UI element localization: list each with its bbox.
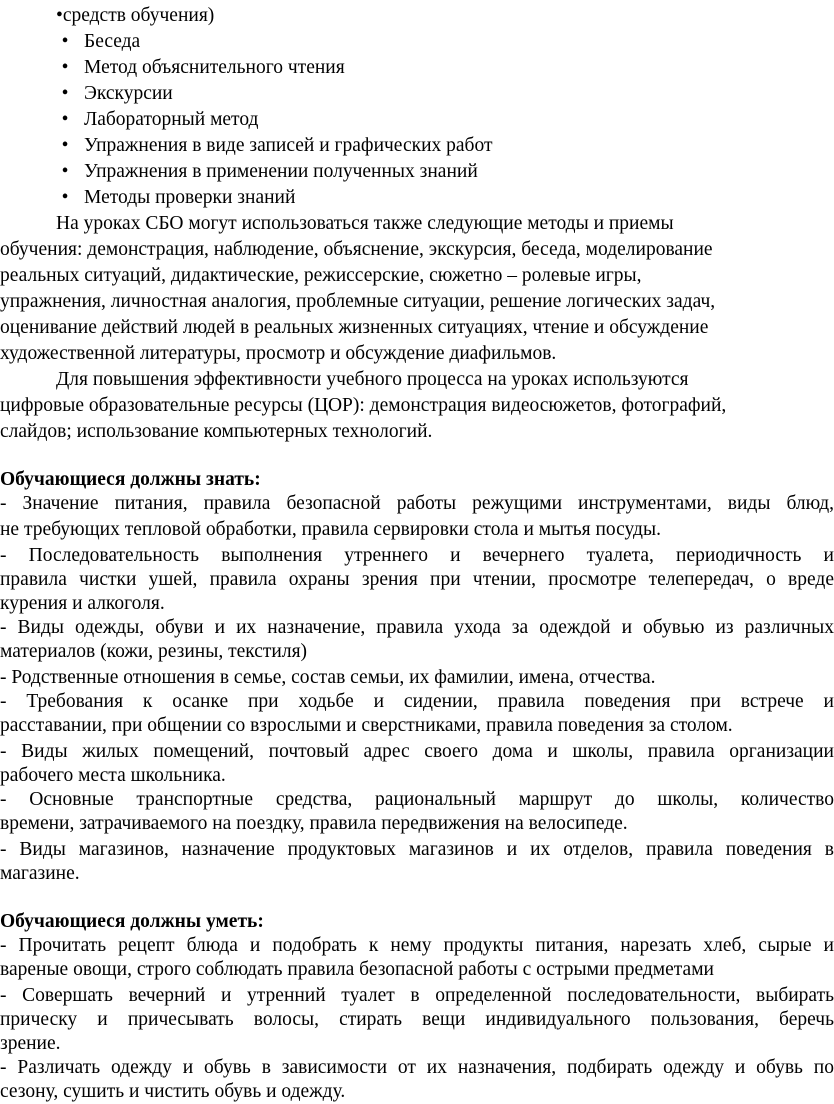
know-line: - Родственные отношения в семье, состав семьи, их фамилии, имена, отчества. bbox=[0, 667, 656, 688]
know-line: расставании, при общении со взрослыми и сверстниками, правила поведения за столом. bbox=[0, 715, 733, 736]
list-item-text: Упражнения в применении полученных знаний bbox=[84, 161, 478, 182]
paragraph-line: обучения: демонстрация, наблюдение, объяснение, экскурсия, беседа, моделирование bbox=[0, 239, 713, 260]
know-line: - Последовательность выполнения утреннего и вечернего туалета, периодичность и bbox=[0, 545, 834, 566]
list-item-text: Методы проверки знаний bbox=[84, 187, 296, 208]
know-line: магазине. bbox=[0, 863, 80, 884]
paragraph-line: цифровые образовательные ресурсы (ЦОР): демонстрация видеосюжетов, фотографий, bbox=[0, 395, 727, 416]
know-line: материалов (кожи, резины, текстиля) bbox=[0, 641, 308, 662]
know-line: курения и алкоголя. bbox=[0, 593, 165, 614]
list-item-text: Экскурсии bbox=[84, 83, 173, 104]
know-line: правила чистки ушей, правила охраны зрения при чтении, просмотре телепередач, о вреде bbox=[0, 569, 834, 590]
know-line: - Виды одежды, обуви и их назначение, правила ухода за одеждой и обувью из различных bbox=[0, 617, 834, 638]
bullet-glyph: • bbox=[61, 57, 69, 78]
bullet-glyph: • bbox=[61, 161, 69, 182]
able-line: - Прочитать рецепт блюда и подобрать к нему продукты питания, нарезать хлеб, сырые и bbox=[0, 935, 834, 956]
able-line: - Совершать вечерний и утренний туалет в определенной последовательности, выбирать bbox=[0, 985, 834, 1006]
top-fragment-line bbox=[56, 4, 214, 28]
bullet-glyph: • bbox=[61, 83, 69, 104]
able-line: прическу и причесывать волосы, стирать вещи индивидуального пользования, беречь bbox=[0, 1009, 834, 1030]
know-line: времени, затрачиваемого на поездку, правила передвижения на велосипеде. bbox=[0, 813, 628, 834]
know-line: - Требования к осанке при ходьбе и сидении, правила поведения при встрече и bbox=[0, 691, 834, 712]
section-heading-able: Обучающиеся должны уметь: bbox=[0, 911, 264, 932]
paragraph-line: Для повышения эффективности учебного процесса на уроках используются bbox=[56, 369, 689, 390]
able-line: сезону, сушить и чистить обувь и одежду. bbox=[0, 1081, 346, 1102]
section-heading-know: Обучающиеся должны знать: bbox=[0, 469, 261, 490]
able-line: зрение. bbox=[0, 1033, 61, 1054]
know-line: - Виды магазинов, назначение продуктовых магазинов и их отделов, правила поведения в bbox=[0, 839, 834, 860]
know-line: - Виды жилых помещений, почтовый адрес своего дома и школы, правила организации bbox=[0, 741, 834, 762]
know-line: рабочего места школьника. bbox=[0, 765, 226, 786]
paragraph-line: реальных ситуаций, дидактические, режиссерские, сюжетно – ролевые игры, bbox=[0, 265, 642, 286]
bullet-glyph: • bbox=[56, 5, 63, 26]
paragraph-line: художественной литературы, просмотр и обсуждение диафильмов. bbox=[0, 343, 557, 364]
bullet-glyph: • bbox=[61, 31, 69, 52]
list-item-text: Метод объяснительного чтения bbox=[84, 57, 345, 78]
able-line: - Различать одежду и обувь в зависимости от их назначения, подбирать одежду и обувь по bbox=[0, 1057, 834, 1078]
know-line: - Основные транспортные средства, рациональный маршрут до школы, количество bbox=[0, 789, 834, 810]
bullet-glyph: • bbox=[61, 109, 69, 130]
paragraph-line: На уроках СБО могут использоваться также следующие методы и приемы bbox=[56, 213, 674, 234]
know-line: не требующих тепловой обработки, правила сервировки стола и мытья посуды. bbox=[0, 519, 661, 540]
list-item-text: Беседа bbox=[84, 31, 141, 52]
paragraph-line: упражнения, личностная аналогия, проблемные ситуации, решение логических задач, bbox=[0, 291, 716, 312]
paragraph-line: оценивание действий людей в реальных жизненных ситуациях, чтение и обсуждение bbox=[0, 317, 709, 338]
list-item-text: Упражнения в виде записей и графических работ bbox=[84, 135, 493, 156]
bullet-glyph: • bbox=[61, 135, 69, 156]
top-fragment-text: средств обучения) bbox=[62, 5, 215, 26]
paragraph-line: слайдов; использование компьютерных технологий. bbox=[0, 421, 433, 442]
list-item-text: Лабораторный метод bbox=[84, 109, 259, 130]
able-line: вареные овощи, строго соблюдать правила безопасной работы с острыми предметами bbox=[0, 959, 714, 980]
know-line: - Значение питания, правила безопасной работы режущими инструментами, виды блюд, bbox=[0, 493, 834, 514]
bullet-glyph: • bbox=[61, 187, 69, 208]
